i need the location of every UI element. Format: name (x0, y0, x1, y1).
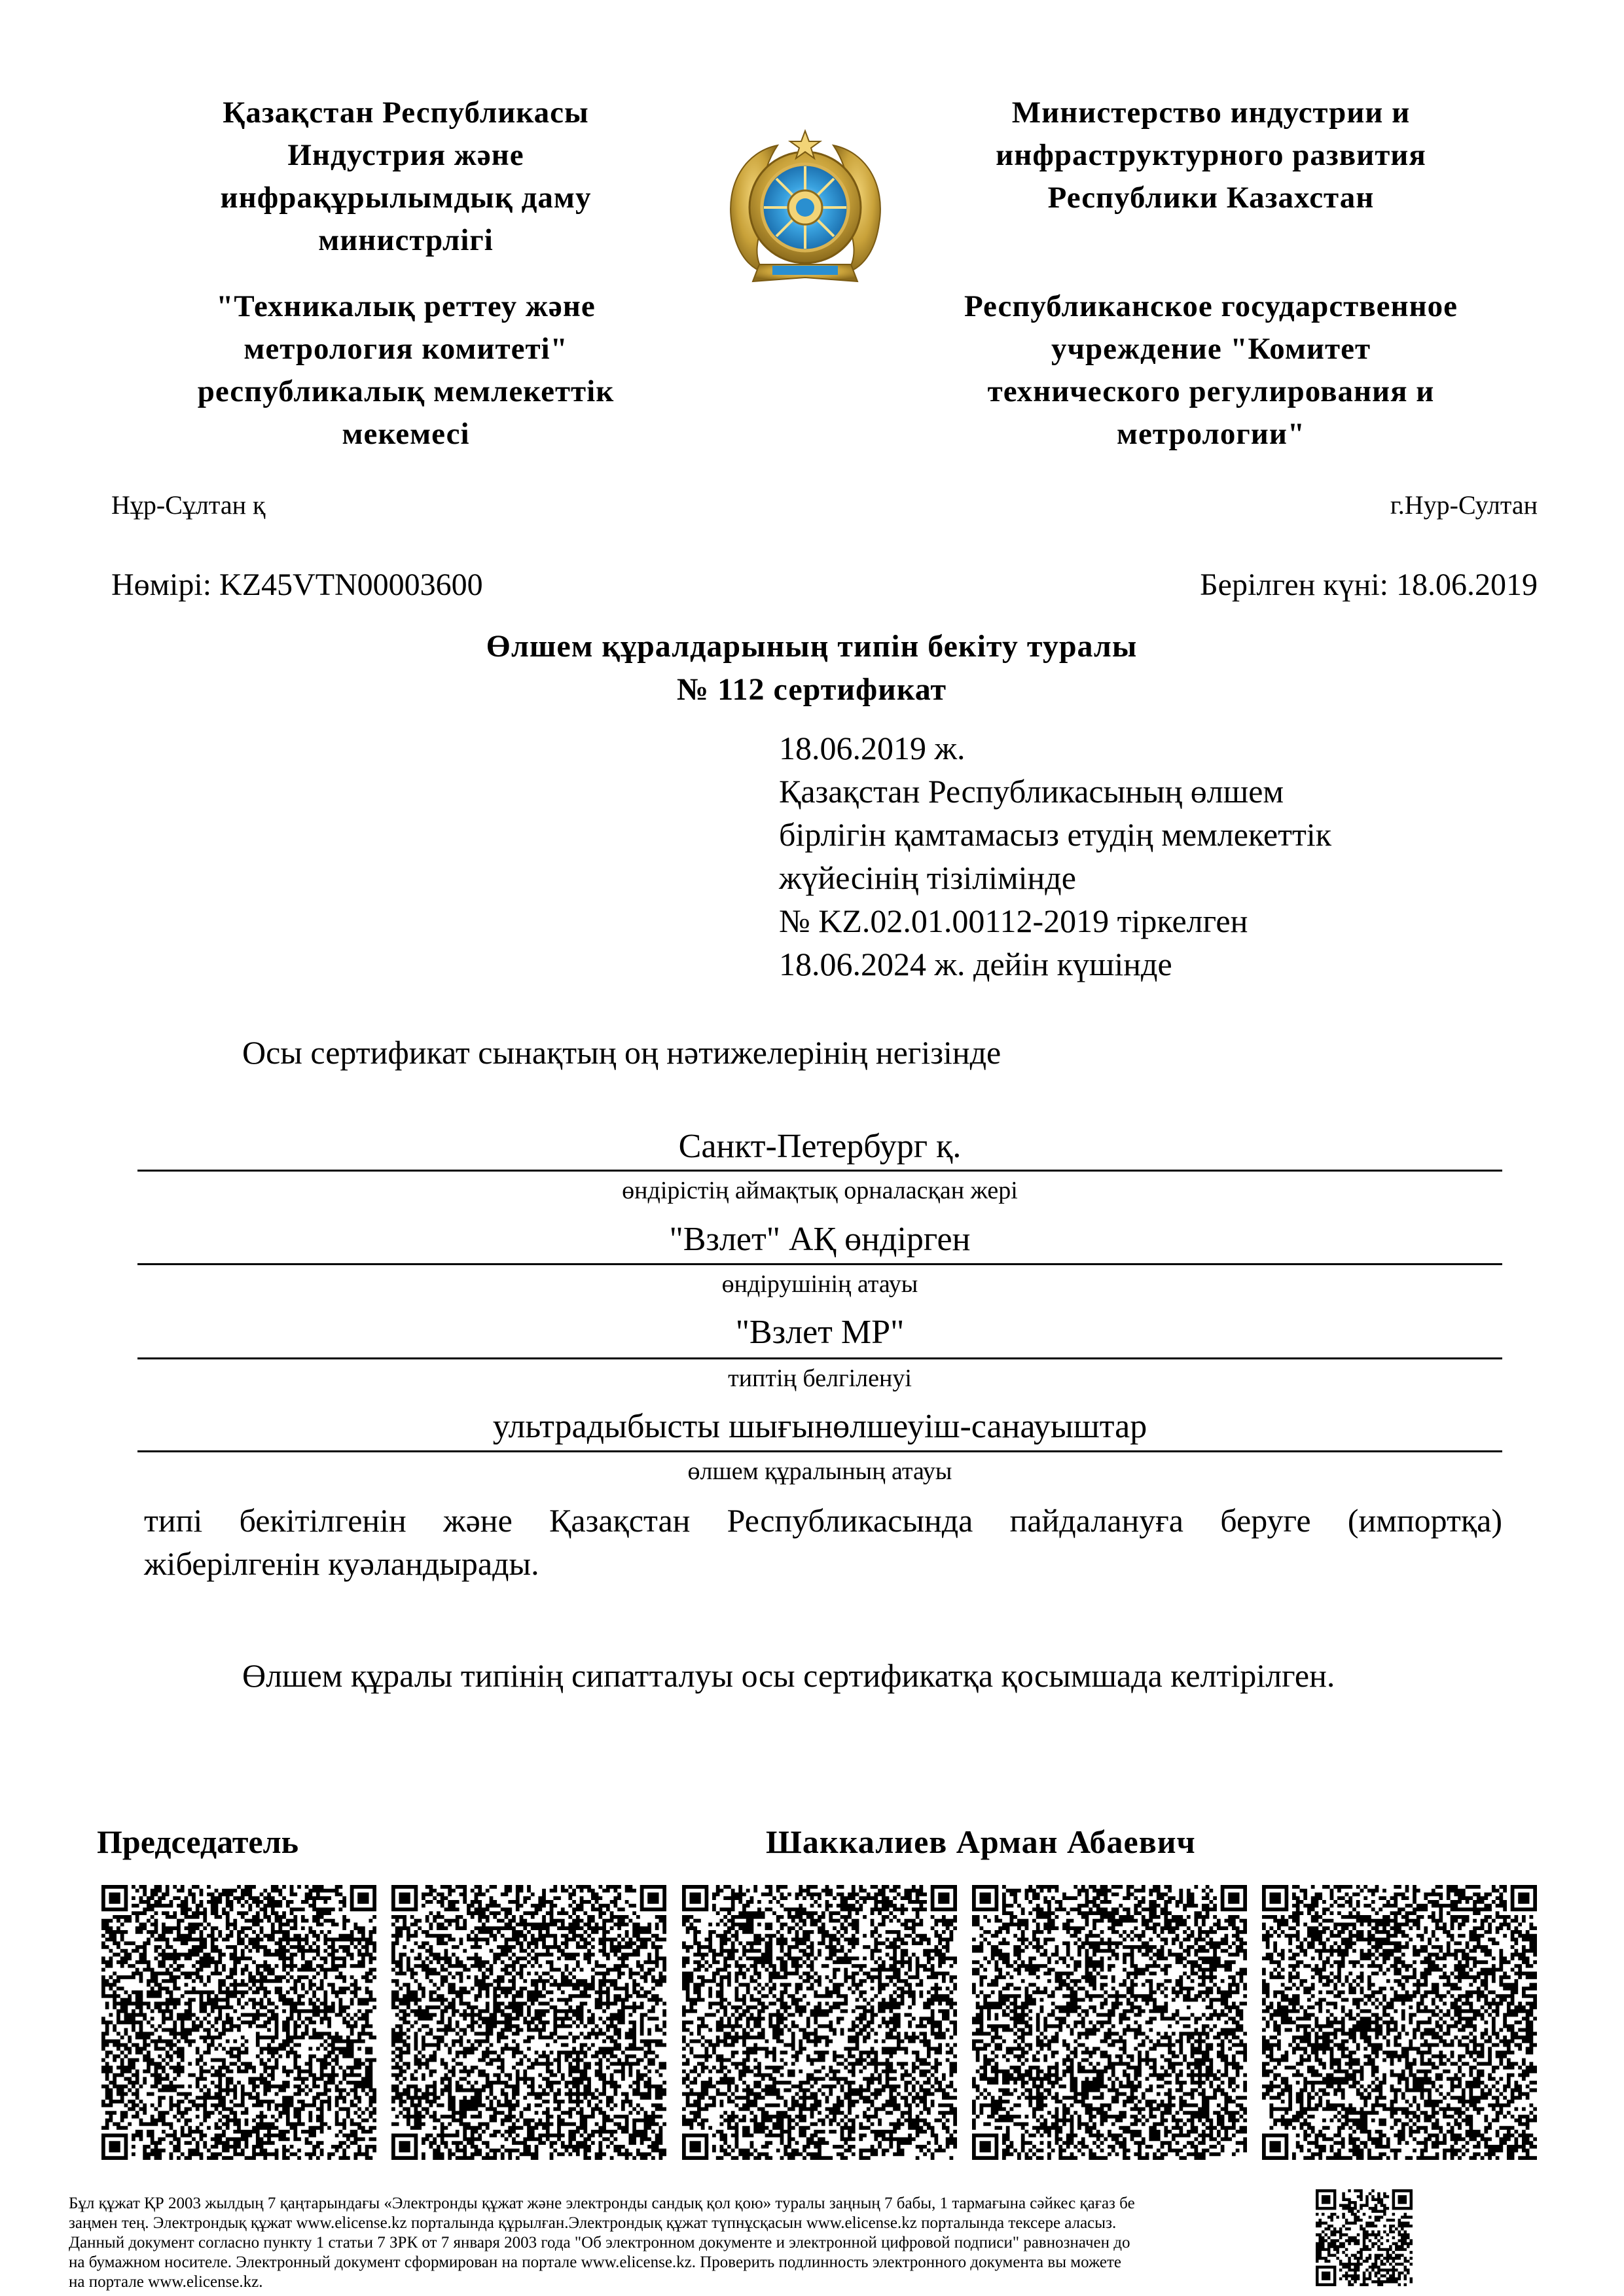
certifies-text (144, 1499, 1502, 1585)
footer-line: заңмен тең. Электрондық құжат www.elicense.kz порталында құрылған.Электрондық құжат түпнұсқасын www.elicense.kz порталында тексере аласыз. (69, 2214, 1117, 2232)
field-type-caption: типтің белгіленуі (728, 1365, 912, 1392)
certificate-title (196, 625, 1427, 711)
footer-line: на бумажном носителе. Электронный документ сформирован на портале www.elicense.kz. Проверить подлинность электронного документа вы можете (69, 2253, 1122, 2271)
registration-line: Қазақстан Республикасының өлшем (779, 773, 1284, 810)
header-line: республикалық мемлекеттік (197, 374, 615, 408)
field-location-caption: өндірістің аймақтық орналасқан жері (622, 1177, 1018, 1204)
registration-line: 18.06.2024 ж. дейін күшінде (779, 946, 1172, 982)
header-line: технического регулирования и (987, 374, 1435, 408)
title-line: Өлшем құралдарының типін бекіту туралы (486, 629, 1138, 664)
field-divider (137, 1450, 1502, 1452)
qr-code-icon (1316, 2189, 1413, 2286)
certifies-line: типі бекітілгенін және Қазақстан Республикасында пайдалануға беруге (импортқа) (144, 1502, 1502, 1539)
header-line: "Техникалық реттеу және (216, 289, 596, 323)
field-divider (137, 1170, 1502, 1172)
footer-line: Бұл құжат ҚР 2003 жылдың 7 қаңтарындағы «Электронды құжат және электронды сандық қол қою» туралы заңның 7 бабы, 1 тармағына сәйкес қағаз бе (69, 2195, 1135, 2212)
qr-code-icon (682, 1885, 957, 2160)
field-instrument-caption: өлшем құралының атауы (687, 1458, 952, 1485)
header-right-committee (910, 285, 1512, 456)
kazakhstan-emblem-icon (719, 126, 892, 296)
header-line: инфраструктурного развития (996, 138, 1426, 172)
header-left-ministry (111, 92, 700, 262)
header-left-committee (111, 285, 700, 456)
qr-code-icon (1262, 1885, 1537, 2160)
header-line: Индустрия және (287, 138, 524, 172)
city-kz: Нұр-Сұлтан қ (111, 490, 266, 520)
qr-code-icon (391, 1885, 666, 2160)
qr-code-icon (682, 1885, 957, 2160)
certificate-number: Нөмірі: KZ45VTN00003600 (111, 567, 483, 602)
registration-line: № KZ.02.01.00112-2019 тіркелген (779, 903, 1248, 939)
qr-code-icon (391, 1885, 666, 2160)
header-line: метрология комитеті" (244, 332, 568, 366)
registration-block (779, 726, 1331, 986)
field-instrument-value: ультрадыбысты шығынөлшеуіш-санауыштар (492, 1408, 1147, 1445)
header-line: Республиканское государственное (964, 289, 1458, 323)
qr-code-icon (101, 1885, 376, 2160)
qr-code-icon (1262, 1885, 1537, 2160)
basis-text: Осы сертификат сынақтың оң нәтижелерінің негізінде (242, 1034, 1001, 1071)
signer-name: Шаккалиев Арман Абаевич (766, 1823, 1196, 1860)
small-qr-code-icon (1316, 2189, 1413, 2286)
field-divider (137, 1263, 1502, 1265)
field-type-value: "Взлет МР" (735, 1314, 905, 1351)
registration-line: 18.06.2019 ж. (779, 730, 965, 766)
header-line: инфрақұрылымдық даму (220, 181, 592, 215)
description-note: Өлшем құралы типінің сипатталуы осы сертификатқа қосымшада келтірілген. (242, 1657, 1335, 1694)
issue-date: Берілген күні: 18.06.2019 (1200, 567, 1538, 602)
qr-code-icon (101, 1885, 376, 2160)
header-line: министрлігі (318, 223, 494, 257)
registration-line: бірлігін қамтамасыз етудің мемлекеттік (779, 816, 1332, 853)
footer-legal-text (69, 2194, 1312, 2292)
field-manufacturer-caption: өндірушінің атауы (721, 1270, 918, 1298)
footer-line: Данный документ согласно пункту 1 статьи 7 ЗРК от 7 января 2003 года "Об электронном документе и электронной цифровой подписи" равнозначен до (69, 2234, 1130, 2251)
qr-code-icon (972, 1885, 1247, 2160)
header-line: мекемесі (342, 417, 470, 451)
registration-line: жүйесінің тізілімінде (779, 859, 1076, 896)
certifies-line: жіберілгенін куәландырады. (144, 1545, 539, 1582)
signer-role: Председатель (97, 1823, 299, 1860)
qr-code-icon (972, 1885, 1247, 2160)
header-line: Қазақстан Республикасы (223, 96, 589, 130)
header-line: Министерство индустрии и (1011, 96, 1411, 130)
header-right-ministry (910, 92, 1512, 219)
field-manufacturer-value: "Взлет" АҚ өндірген (669, 1221, 971, 1258)
header-line: метрологии" (1116, 417, 1306, 451)
footer-line: на портале www.elicense.kz. (69, 2273, 263, 2291)
field-location-value: Санкт-Петербург қ. (678, 1128, 962, 1165)
title-line: № 112 сертификат (676, 672, 947, 707)
field-divider (137, 1357, 1502, 1359)
header-line: Республики Казахстан (1047, 181, 1375, 215)
header-line: учреждение "Комитет (1051, 332, 1371, 366)
city-ru: г.Нур-Султан (1390, 490, 1538, 520)
